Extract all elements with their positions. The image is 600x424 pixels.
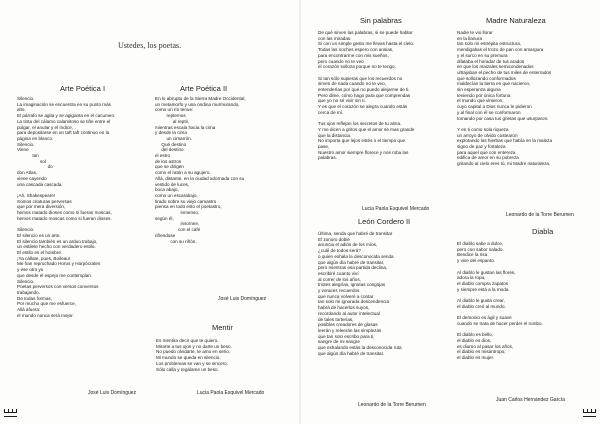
poem-author-arte-poetica-2: José Luis Domínguez [218, 296, 267, 302]
page-gutter [299, 0, 301, 424]
poem-body-arte-poetica-1: Silencio. La imaginación se encuentra en su punto más alto. El párrafo se agita y se agiganta en el cacumen. La tinta del cálamo calamitoso se tiñe entre el pulgar, el anular y el índice, para depositarse en un taft taft continuo en la página en blanco. Silencio. Viene tan sol do don Atlas, viene cayendo una cascada cascada. ¡Ah, Shakespeare! Somos criaturas perversas que por mera diversión, hemos matado dioses como si fueran moscas, hemos matado moscas como si fueran dioses. Silencio. El silencio es un arte. El silencio también es un arduo trabajo, un estilete hecho con verdadero estilo. El estilo es el hombre. ¡Ya cállate, pues, Boileau! Me han reprochado Horus y Harpócrates y ese otro yo que desde el espejo me contemplan. Silencio. Poetas perversos con versos conversos trabajando. De todas formas, Por mucho que me esfuerce, Allá afuera: el mundo nunca será mejor. [17, 96, 116, 318]
poem-body-mentir: Es mentira decir que te quiero. Mirarte a tus ojos y no darte un beso. No puedo olvidarte, te amo en serio. Mi mundo se queda en silencio. Los problemas se van y se sincero. Sólo calla y regálame un beso. [156, 338, 232, 372]
poem-title-diabla: Diabla [532, 227, 554, 236]
publisher-emblem-left [4, 409, 17, 417]
poem-body-madre-naturaleza: Nadie te vio llorar en la llanura tan solo mi estrépita estructura, mendigabas el trozo de pan con amargura y el surco en su premura dilataba el horadar de tus arados en que los maizales semicondenados ultrajaban el pecho de tus miles de enterrados que sollozando conformados maldecían la tierra en que nacieron, sin esperanza alguna teniendo por única fortuna el mundo que vinieron, cuyo capital a Dios nunca le pidieron y al final con él se conformaron tomando por casa tus grietas que usurparon. Y en ti como sola riqueza un arroyo de olvido costearon explotando las hierbas que había en la maleza signo de paz y fortaleza para aquel que con entereza edifica de amor en su pobreza gritando al cielo eres tú, mi Madre naturaleza. [457, 30, 553, 167]
publisher-emblem-right [583, 409, 596, 417]
poem-title-sin-palabras: Sin palabras [360, 16, 402, 25]
poem-author-leon-cordero-2: Leonardo de la Torre Berumen [358, 402, 426, 408]
poem-body-leon-cordero-2: Última, senda que habré de transitar El zonoro doble anuncia el adiós de los míos, ¿cuál de todos será? o quien exhala la desconocida senda que algún día habré de transitar, pero mientras esa partida declina, escribiré cuanto viví al correr de los años, triotes alegrías, ignotas congojas y voraces recuerdos que nunca volveré a contar tan solo mi ignorada descendencia habrá de hacerlos suyos, recordando al autor intelectual de tales torterías, posibles creadores de glosas leerán y releerán las simplezas que tan solo escribo para ti, sangre de mi sangre que exhalando estás la desconocida ruta que algún día habré de transitar. [318, 231, 402, 356]
poem-author-mentir: Lucia Paola Esquivel Mercado [197, 390, 265, 396]
poem-body-diabla: El diablo sabe a dulce, pero con sabor salado. Bendice la risa y vive del espanto. Al diablo le gustan las flores, adora la ropa, el diablo compra zapatos y siempre está a la moda. Al diablo le gusta crear, el diablo creó al mundo. El demonio es ágil y suave cuando se trata de hacer perder el rumbo. El diablo es bello, el diablo es dios, es diurno al pasar los años, el diablo es misántropo, el diablo es mujer. [457, 241, 543, 361]
poem-body-sin-palabras: De qué sirven las palabras, si se puede hablar con las miradas. Si con un simple gesto me llevas hasta el cielo. Todas las noches espero con ansias, para encontrarme con mis sueños, pero cuando no te veo el corazón solloza porque no te tengo. Si tan sólo supieras que los recuerdos no sirven de nada cuando no te veo, entenderías por qué no puedo alejarme de ti. Pero dime, cómo hago para que comprendas que yo no sé vivir sin ti. Y es que el corazón se alegra cuando estás cerca de mí. Tus ojos reflejan los secretos de tu alma. Y me dicen a gritos que el amor se mas grande que la distancia. No importa que lejos estés o el tiempo que pase, Nuestro amor siempre florece y nos roba las palabras. [318, 30, 415, 161]
poem-title-mentir: Mentir [212, 323, 233, 332]
poem-title-leon-cordero-2: León Cordero II [358, 217, 411, 226]
poem-title-arte-poetica-1: Arte Poética I [60, 84, 106, 93]
poem-author-sin-palabras: Lucia Paola Esquivel Mercado [362, 206, 430, 212]
book-title: Ustedes, los poetas. [118, 41, 182, 50]
poem-author-diabla: Juan Carlos Hernández García [496, 397, 565, 403]
poem-title-madre-naturaleza: Madre Naturaleza [486, 16, 546, 25]
poem-body-arte-poetica-2: En lo abrupto de la Sierra Madre Occidental, un metamorfo y una ondina murmurando, como un río tenue: reptemos al reptil, mientras escala hacia la cima y desde la cima un cimarrón. Qué destino del destino el estro de los astros que se dirigen como el ratón a su agujero. Allá, distante, en la ciudad adornada con su vestido de luces, boca abajo, como un escarabajo, tirado sobre su viejo camastro piensa en todo esto el poetastro, inmenso, según él, insomne, con el café riñendose con su riñón. [155, 96, 246, 244]
poem-author-madre-naturaleza: Leonardo de la Torre Berumen [506, 212, 574, 218]
poem-author-arte-poetica-1: José Luis Domínguez [88, 390, 137, 396]
poem-title-arte-poetica-2: Arte Poética II [180, 84, 228, 93]
